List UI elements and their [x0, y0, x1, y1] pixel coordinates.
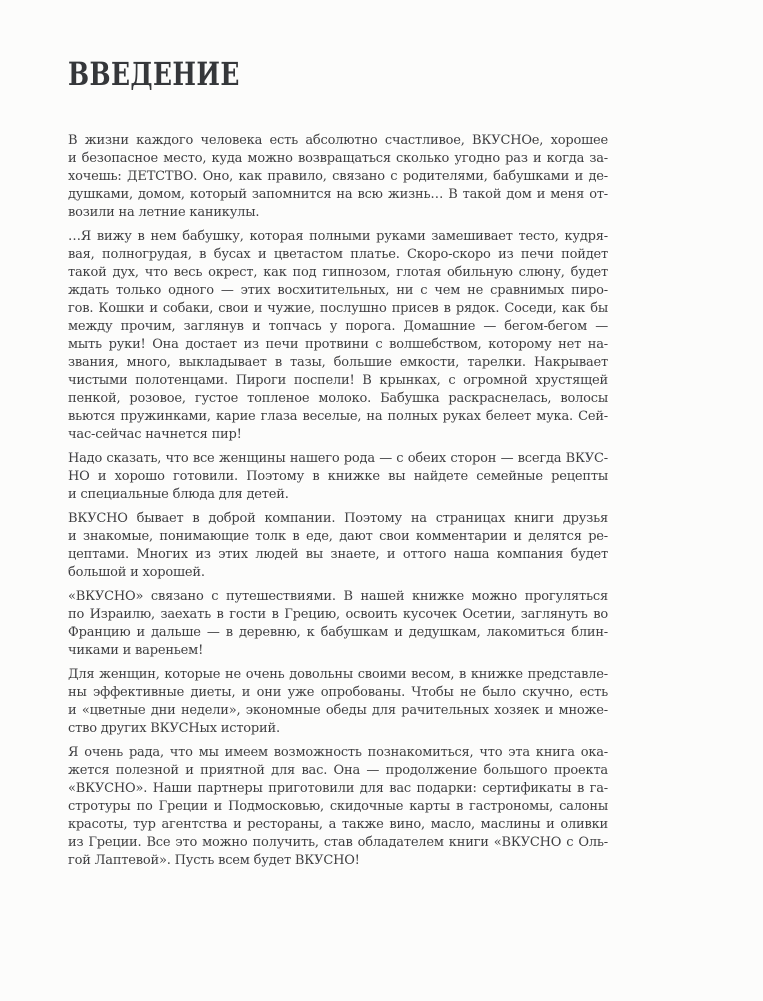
text-line: мыть руки! Она достает из печи протвини с волшебством, которому нет на-	[68, 337, 608, 352]
text-line: Францию и дальше — в деревню, к бабушкам и дедушкам, лакомиться блин-	[68, 625, 608, 640]
text-line: красоты, тур агентства и рестораны, а также вино, масло, маслины и оливки	[68, 817, 608, 832]
text-line: и «цветные дни недели», экономные обеды для рачительных хозяек и множе-	[68, 703, 608, 718]
page-content	[68, 56, 608, 876]
paragraph	[68, 132, 608, 222]
text-line: большой и хорошей.	[68, 565, 205, 580]
text-line: В жизни каждого человека есть абсолютно счастливое, ВКУСНОе, хорошее	[68, 133, 608, 148]
text-line: и знакомые, понимающие толк в еде, дают свои комментарии и делятся ре-	[68, 529, 608, 544]
text-line: НО и хорошо готовили. Поэтому в книжке вы найдете семейные рецепты	[68, 469, 608, 484]
text-line: ство других ВКУСНых историй.	[68, 721, 280, 736]
paragraph	[68, 666, 608, 738]
text-line: такой дух, что весь окрест, как под гипнозом, глотая обильную слюну, будет	[68, 265, 608, 280]
text-line: ВКУСНО бывает в доброй компании. Поэтому на страницах книги друзья	[68, 511, 608, 526]
text-line: стротуры по Греции и Подмосковью, скидочные карты в гастрономы, салоны	[68, 799, 608, 814]
text-line: Для женщин, которые не очень довольны своими весом, в книжке представле-	[68, 667, 608, 682]
paragraphs-container	[68, 132, 608, 870]
paragraph	[68, 588, 608, 660]
text-line: вьются пружинками, карие глаза веселые, на полных руках белеет мука. Сей-	[68, 409, 608, 424]
text-line: хочешь: ДЕТСТВО. Оно, как правило, связано с родителями, бабушками и де-	[68, 169, 608, 184]
text-line: чиками и вареньем!	[68, 643, 204, 658]
text-line: ны эффективные диеты, и они уже опробованы. Чтобы не было скучно, есть	[68, 685, 608, 700]
page-title: ВВЕДЕНИЕ	[68, 55, 240, 93]
text-line: «ВКУСНО». Наши партнеры приготовили для вас подарки: сертификаты в га-	[68, 781, 608, 796]
paragraph	[68, 510, 608, 582]
text-line: из Греции. Все это можно получить, став обладателем книги «ВКУСНО с Оль-	[68, 835, 608, 850]
text-line: вая, полногрудая, в бусах и цветастом платье. Скоро-скоро из печи пойдет	[68, 247, 608, 262]
text-line: …Я вижу в нем бабушку, которая полными руками замешивает тесто, кудря-	[68, 229, 608, 244]
text-line: цептами. Многих из этих людей вы знаете, и оттого наша компания будет	[68, 547, 608, 562]
text-line: ждать только одного — этих восхитительных, ни с чем не сравнимых пиро-	[68, 283, 608, 298]
text-line: по Израилю, заехать в гости в Грецию, освоить кусочек Осетии, заглянуть во	[68, 607, 608, 622]
text-line: и безопасное место, куда можно возвращаться сколько угодно раз и когда за-	[68, 151, 608, 166]
text-line: чистыми полотенцами. Пироги поспели! В крынках, с огромной хрустящей	[68, 373, 608, 388]
text-line: гой Лаптевой». Пусть всем будет ВКУСНО!	[68, 853, 360, 868]
text-line: «ВКУСНО» связано с путешествиями. В нашей книжке можно прогуляться	[68, 589, 608, 604]
text-line: возили на летние каникулы.	[68, 205, 260, 220]
text-line: Я очень рада, что мы имеем возможность познакомиться, что эта книга ока-	[68, 745, 608, 760]
text-line: Надо сказать, что все женщины нашего рода — с обеих сторон — всегда ВКУС-	[68, 451, 608, 466]
text-line: душками, домом, который запомнится на всю жизнь… В такой дом и меня от-	[68, 187, 608, 202]
text-line: час-сейчас начнется пир!	[68, 427, 242, 442]
text-line: пенкой, розовое, густое топленое молоко. Бабушка раскраснелась, волосы	[68, 391, 608, 406]
paragraph	[68, 744, 608, 870]
text-line: гов. Кошки и собаки, свои и чужие, послушно присев в рядок. Соседи, как бы	[68, 301, 608, 316]
paragraph	[68, 450, 608, 504]
text-line: между прочим, заглянув и топчась у порога. Домашние — бегом-бегом —	[68, 319, 608, 334]
text-line: звания, много, выкладывает в тазы, большие емкости, тарелки. Накрывает	[68, 355, 608, 370]
text-line: жется полезной и приятной для вас. Она — продолжение большого проекта	[68, 763, 608, 778]
text-line: и специальные блюда для детей.	[68, 487, 289, 502]
paragraph	[68, 228, 608, 444]
